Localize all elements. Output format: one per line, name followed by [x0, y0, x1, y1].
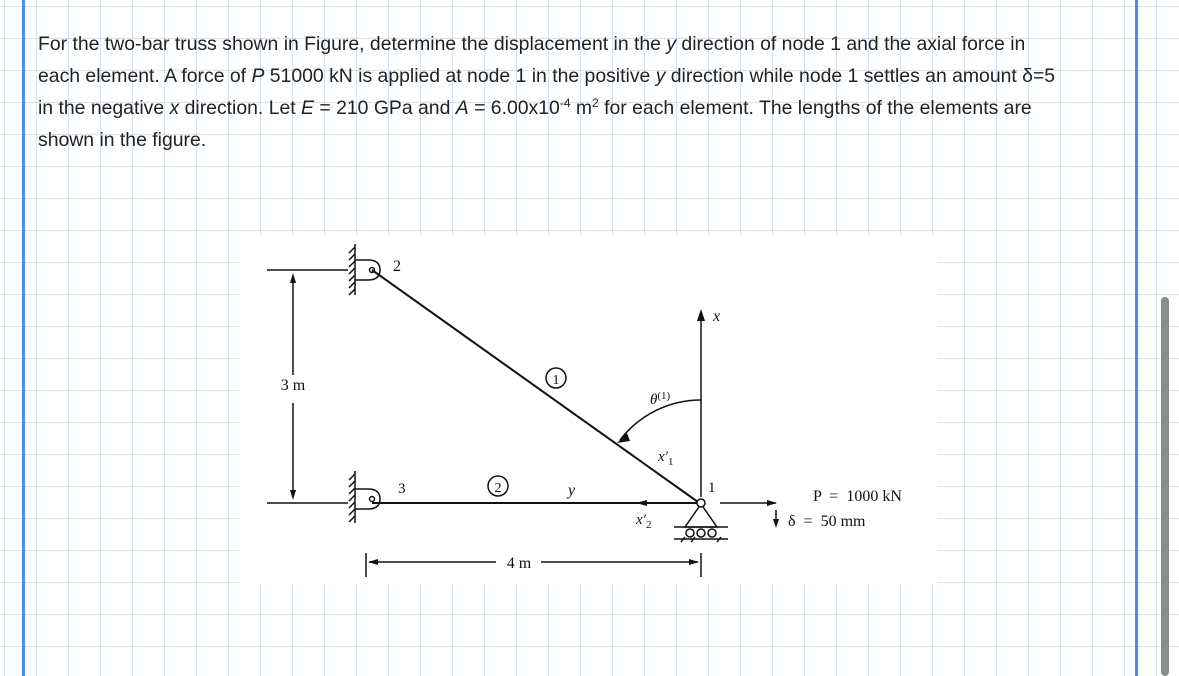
length-dimension-label: 4 m	[506, 555, 532, 572]
text-run: m	[570, 97, 593, 119]
truss-figure	[238, 235, 938, 585]
text-run: = 210 GPa and	[313, 97, 456, 119]
problem-line-2	[38, 60, 1134, 92]
theta-label: $\theta^{(1)}$	[650, 390, 671, 408]
problem-statement	[38, 28, 1134, 156]
text-run: each element. A force of	[38, 65, 252, 87]
italic-run: x	[169, 97, 180, 119]
settlement-label: δ = 50 mm	[788, 513, 866, 530]
italic-run: P	[251, 65, 265, 87]
node-3-label: 3	[398, 481, 406, 497]
problem-line-1	[38, 28, 1134, 60]
text-run: direction. Let	[179, 97, 302, 119]
dimension-height	[267, 270, 348, 503]
element-2-label: 2	[494, 481, 502, 496]
x1-prime-label: $x'_1$	[658, 449, 674, 468]
problem-line-4	[38, 124, 1134, 156]
text-run: 51000 kN is applied at node 1 in the positive	[264, 65, 656, 87]
x-axis-arrow	[697, 309, 705, 321]
truss-diagram	[238, 235, 938, 585]
node-2-label: 2	[393, 258, 401, 275]
dimension-length	[366, 553, 701, 577]
wall-support-node-2	[349, 244, 380, 295]
y-axis-label: y	[568, 482, 576, 499]
text-run: = 6.00x10	[468, 97, 560, 119]
italic-run: y	[666, 33, 677, 55]
theta-arc-arrow	[617, 433, 630, 443]
italic-run: A	[455, 97, 469, 119]
italic-run: y	[655, 65, 666, 87]
force-arrow-head	[767, 500, 777, 506]
x2-prime-arrow	[636, 500, 647, 506]
roller-support-node-1	[674, 504, 728, 542]
pin-node-3	[370, 497, 375, 502]
superscript-run: 2	[592, 95, 599, 110]
text-run: in the negative	[38, 97, 170, 119]
x-axis-label: x	[713, 308, 721, 325]
text-run: For the two-bar truss shown in Figure, determine the displacement in the	[38, 33, 667, 55]
wall-support-node-3	[349, 471, 380, 523]
force-label: P = 1000 kN	[813, 488, 902, 505]
text-run: shown in the figure.	[38, 129, 207, 151]
theta-arc	[620, 400, 701, 440]
text-run: direction while node 1 settles an amount δ=5	[665, 65, 1056, 87]
vertical-scrollbar[interactable]	[1161, 297, 1169, 676]
text-run: direction of node 1 and the axial force in	[676, 33, 1026, 55]
problem-line-3	[38, 92, 1134, 124]
superscript-run: -4	[559, 95, 571, 110]
node-1-label: 1	[708, 480, 716, 496]
left-margin-rule	[22, 0, 25, 676]
text-run: for each element. The lengths of the elements are	[598, 97, 1032, 119]
pin-node-1	[697, 499, 705, 507]
height-dimension-label: 3 m	[280, 377, 306, 394]
settle-arrow-head	[773, 519, 779, 528]
italic-run: E	[301, 97, 314, 119]
element-1-bar	[372, 270, 698, 502]
right-margin-rule	[1135, 0, 1138, 676]
element-1-label: 1	[552, 373, 560, 388]
x2-prime-label: $x'_2$	[636, 512, 652, 531]
